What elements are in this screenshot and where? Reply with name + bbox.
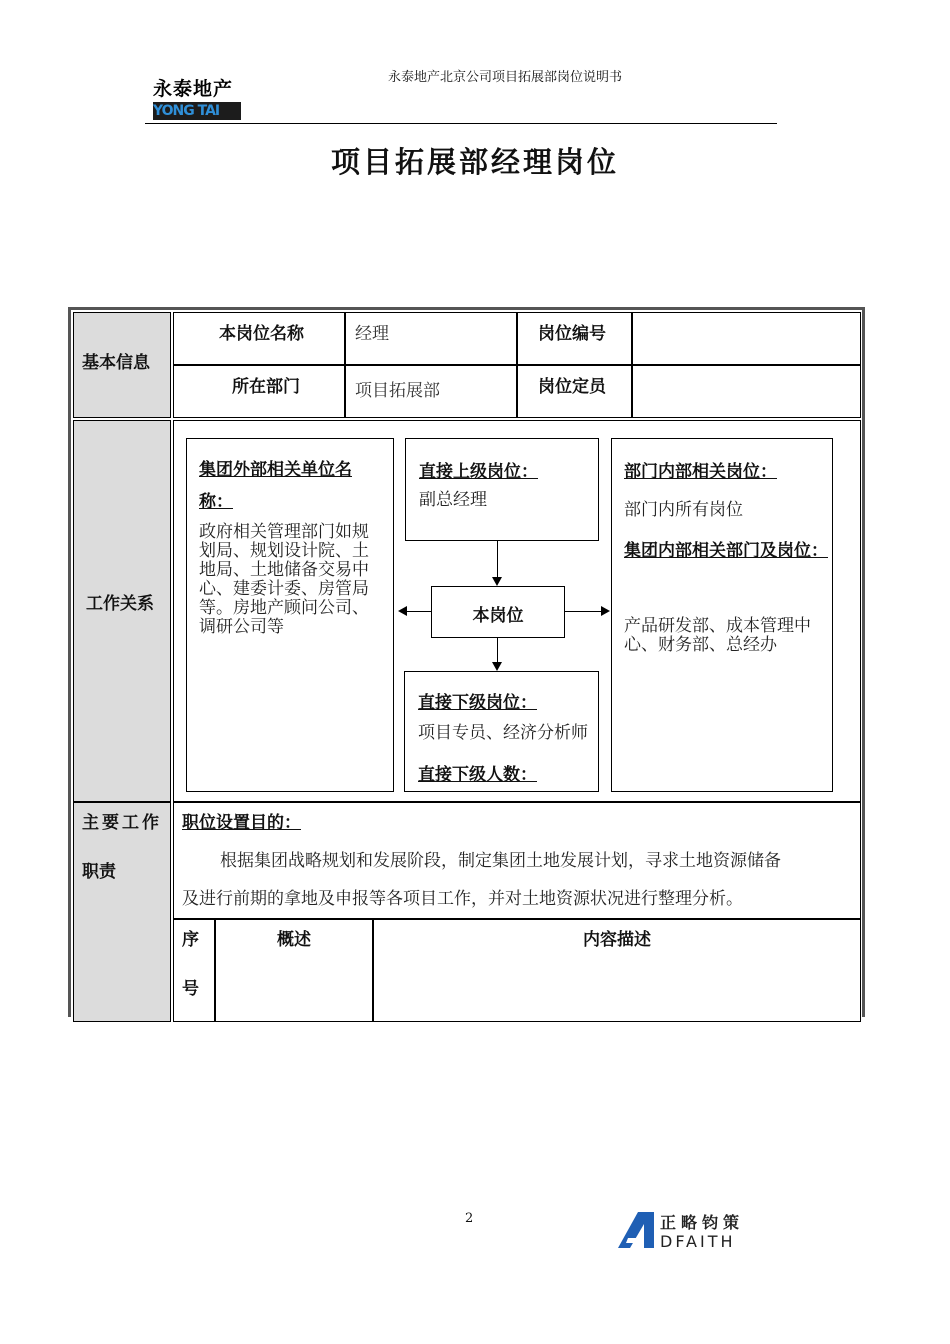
page-title: 项目拓展部经理岗位 bbox=[330, 145, 619, 179]
relations-label: 工作关系 bbox=[86, 594, 154, 614]
superior-box bbox=[405, 438, 599, 541]
seq-header-line1: 序 bbox=[182, 930, 199, 950]
arrow-post-to-external bbox=[406, 611, 431, 612]
external-units-box bbox=[186, 438, 394, 792]
purpose-cell bbox=[173, 802, 861, 919]
footer-brand-en: DFAITH bbox=[660, 1232, 736, 1251]
page-number: 2 bbox=[465, 1211, 474, 1226]
post-name-label: 本岗位名称 bbox=[219, 324, 304, 344]
subordinate-title: 直接下级岗位： bbox=[418, 693, 537, 713]
post-code-label: 岗位编号 bbox=[538, 324, 606, 344]
subordinate-box bbox=[404, 671, 599, 792]
header-divider bbox=[145, 123, 777, 124]
post-name-value-cell bbox=[345, 312, 517, 365]
duties-label-line2: 职责 bbox=[82, 862, 116, 882]
external-units-title: 集团外部相关单位名称： bbox=[199, 460, 352, 512]
company-logo bbox=[153, 78, 241, 122]
department-label: 所在部门 bbox=[232, 377, 300, 397]
purpose-text-line2: 及进行前期的拿地及申报等各项目工作，并对土地资源状况进行整理分析。 bbox=[182, 889, 743, 909]
subordinate-value: 项目专员、经济分析师 bbox=[418, 723, 588, 743]
basic-info-label: 基本信息 bbox=[82, 353, 150, 373]
seq-header-cell bbox=[173, 919, 215, 1022]
arrow-head-right-icon bbox=[601, 606, 610, 616]
duties-label-line1: 主要工作 bbox=[82, 813, 162, 833]
description-header: 内容描述 bbox=[583, 930, 651, 950]
internal-relations-box bbox=[611, 438, 833, 792]
seq-header-line2: 号 bbox=[182, 979, 199, 999]
job-description-table bbox=[68, 307, 865, 1017]
group-internal-title: 集团内部相关部门及岗位： bbox=[624, 541, 828, 561]
arrow-head-down-icon bbox=[492, 662, 502, 671]
department-value-cell bbox=[345, 365, 517, 418]
department-value: 项目拓展部 bbox=[355, 381, 440, 401]
header-title: 永泰地产北京公司项目拓展部岗位说明书 bbox=[387, 70, 622, 85]
superior-value: 副总经理 bbox=[419, 490, 487, 510]
headcount-label: 岗位定员 bbox=[538, 377, 606, 397]
summary-header-cell bbox=[215, 919, 373, 1022]
summary-header: 概述 bbox=[277, 930, 311, 950]
external-units-text: 政府相关管理部门如规划局、规划设计院、土地局、土地储备交易中心、建委计委、房管局等。房地产顾问公司、调研公司等 bbox=[199, 522, 369, 637]
post-code-label-cell bbox=[517, 312, 632, 365]
internal-posts-value: 部门内所有岗位 bbox=[624, 500, 743, 520]
arrow-post-to-internal bbox=[565, 611, 602, 612]
superior-title: 直接上级岗位： bbox=[419, 462, 538, 482]
arrow-superior-to-post bbox=[497, 541, 498, 578]
description-header-cell bbox=[373, 919, 861, 1022]
relations-diagram-cell bbox=[173, 420, 861, 802]
internal-posts-title: 部门内部相关岗位： bbox=[624, 462, 777, 482]
relations-label-cell bbox=[73, 420, 171, 802]
department-label-cell bbox=[173, 365, 345, 418]
purpose-title: 职位设置目的： bbox=[182, 813, 301, 833]
subordinate-count-title: 直接下级人数： bbox=[418, 765, 537, 785]
current-post-label: 本岗位 bbox=[472, 606, 524, 626]
logo-cn-text: 永泰地产 bbox=[153, 78, 234, 100]
duties-label-cell bbox=[73, 802, 171, 1022]
headcount-value-cell bbox=[632, 365, 861, 418]
purpose-text-line1: 根据集团战略规划和发展阶段，制定集团土地发展计划，寻求土地资源储备 bbox=[220, 851, 781, 871]
group-internal-value: 产品研发部、成本管理中心、财务部、总经办 bbox=[624, 616, 811, 655]
arrow-head-left-icon bbox=[398, 606, 407, 616]
current-post-box bbox=[431, 586, 565, 638]
arrow-post-to-subordinate bbox=[497, 638, 498, 663]
post-name-value: 经理 bbox=[355, 324, 389, 344]
dfaith-logo-icon bbox=[616, 1210, 656, 1250]
consultant-logo bbox=[616, 1208, 756, 1252]
post-name-label-cell bbox=[173, 312, 345, 365]
post-code-value-cell bbox=[632, 312, 861, 365]
arrow-head-down-icon bbox=[492, 577, 502, 586]
footer-brand-cn: 正略钧策 bbox=[660, 1213, 745, 1232]
basic-info-label-cell bbox=[73, 312, 171, 418]
headcount-label-cell bbox=[517, 365, 632, 418]
logo-en-text: YONG TAI bbox=[153, 102, 241, 120]
